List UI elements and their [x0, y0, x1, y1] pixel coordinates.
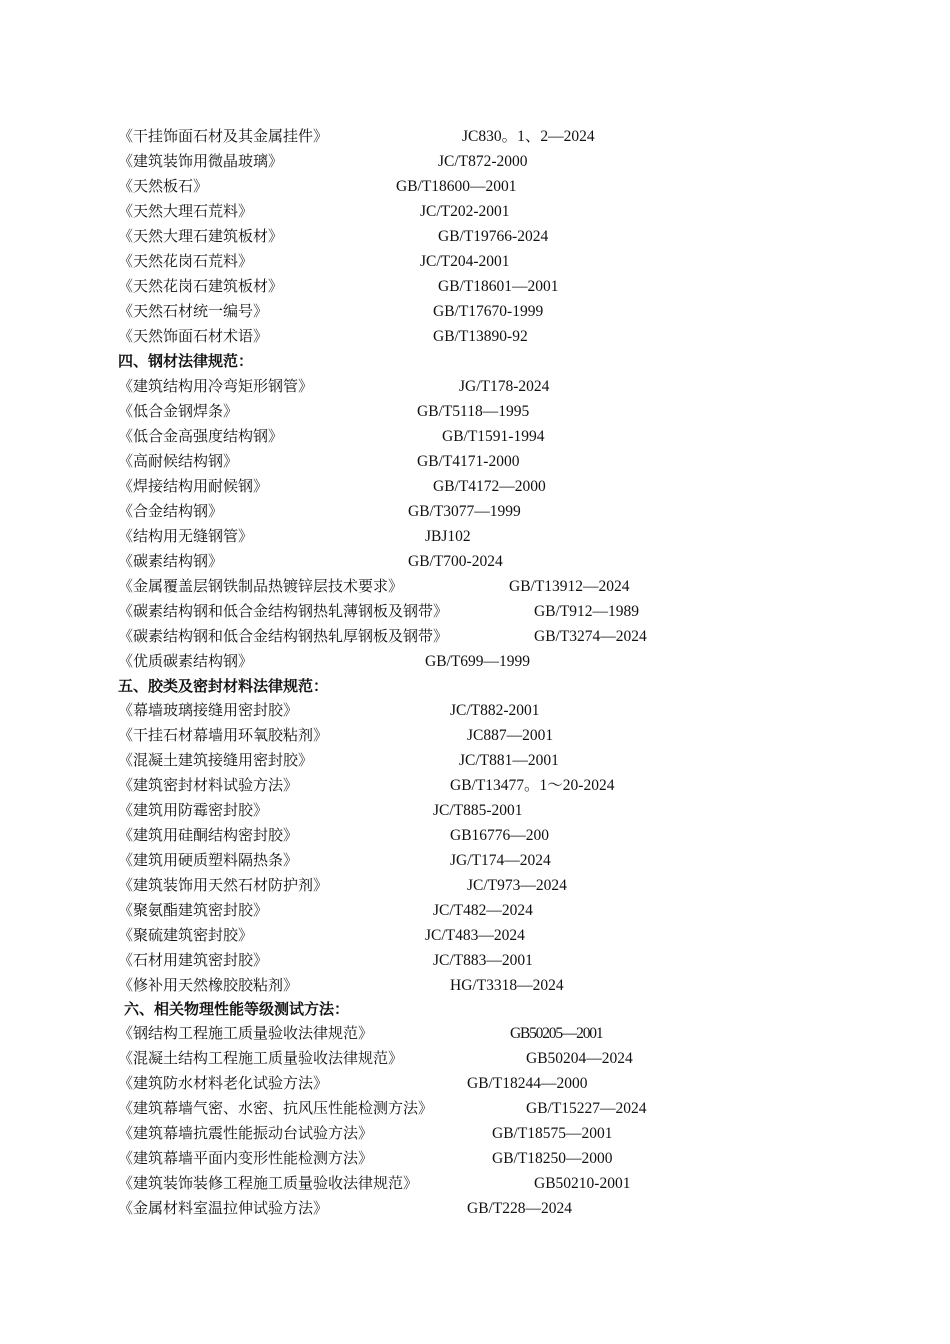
standard-name: 《石材用建筑密封胶》	[118, 951, 269, 969]
list-item	[118, 174, 818, 199]
list-item	[118, 1196, 818, 1221]
list-item	[118, 474, 818, 499]
standard-name: 《焊接结构用耐候钢》	[118, 477, 269, 495]
list-item	[118, 1171, 818, 1196]
standard-code: GB/T18601—2001	[438, 278, 559, 295]
standard-name: 《干挂石材幕墙用环氧胶粘剂》	[118, 726, 329, 744]
list-item	[118, 224, 818, 249]
standard-name: 《天然石材统一编号》	[118, 302, 269, 320]
list-item	[118, 324, 818, 349]
list-item	[118, 424, 818, 449]
standard-name: 《低合金钢焊条》	[118, 402, 239, 420]
standard-code: JC/T483—2024	[425, 927, 525, 944]
list-item	[118, 1121, 818, 1146]
standard-name: 《幕墙玻璃接缝用密封胶》	[118, 701, 299, 719]
standard-code: JG/T178-2024	[459, 378, 550, 395]
standard-name: 《建筑幕墙抗震性能振动台试验方法》	[118, 1124, 374, 1142]
list-item	[118, 748, 818, 773]
standard-code: GB/T17670-1999	[433, 303, 544, 320]
list-item	[118, 399, 818, 424]
standard-code: JG/T174—2024	[450, 852, 551, 869]
standard-name: 《建筑幕墙气密、水密、抗风压性能检测方法》	[118, 1099, 434, 1117]
list-item	[118, 848, 818, 873]
list-item	[118, 798, 818, 823]
list-item	[118, 499, 818, 524]
standard-name: 《天然大理石荒料》	[118, 202, 254, 220]
standard-code: JC830。1、2—2024	[462, 128, 595, 145]
standard-code: GB/T3077—1999	[408, 503, 521, 520]
standard-code: GB/T5118—1995	[417, 403, 530, 420]
standard-name: 《金属覆盖层钢铁制品热镀锌层技术要求》	[118, 577, 404, 595]
list-item	[118, 698, 818, 723]
standard-name: 《碳素结构钢》	[118, 552, 224, 570]
list-item	[118, 923, 818, 948]
standard-name: 《聚氨酯建筑密封胶》	[118, 901, 269, 919]
standard-name: 《建筑用硅酮结构密封胶》	[118, 826, 299, 844]
list-item	[118, 1096, 818, 1121]
standard-code: JC/T872-2000	[438, 153, 528, 170]
standard-name: 《混凝土建筑接缝用密封胶》	[118, 751, 314, 769]
standard-name: 《建筑结构用冷弯矩形钢管》	[118, 377, 314, 395]
list-item	[118, 1046, 818, 1071]
standard-code: JC/T973—2024	[467, 877, 567, 894]
list-item	[118, 948, 818, 973]
standard-code: GB/T13890-92	[433, 328, 528, 345]
list-item	[118, 124, 818, 149]
standard-code: JC/T885-2001	[433, 802, 523, 819]
list-item	[118, 299, 818, 324]
list-item	[118, 823, 818, 848]
standard-code: JC/T883—2001	[433, 952, 533, 969]
list-item	[118, 1021, 818, 1046]
standard-code: GB/T699—1999	[425, 653, 531, 670]
standard-name: 《天然花岗石建筑板材》	[118, 277, 284, 295]
standard-code: GB/T15227—2024	[526, 1100, 647, 1117]
list-item	[118, 549, 818, 574]
standard-name: 《碳素结构钢和低合金结构钢热轧薄钢板及钢带》	[118, 602, 449, 620]
section-heading: 六、相关物理性能等级测试方法：	[124, 1000, 350, 1018]
standard-name: 《建筑密封材料试验方法》	[118, 776, 299, 794]
standard-code: GB/T18575—2001	[492, 1125, 613, 1142]
list-item	[118, 1146, 818, 1171]
list-item	[118, 973, 818, 998]
standard-name: 《建筑装饰装修工程施工质量验收法律规范》	[118, 1174, 419, 1192]
standard-code: GB/T3274—2024	[534, 628, 647, 645]
list-item	[118, 574, 818, 599]
standard-code: GB/T228—2024	[467, 1200, 573, 1217]
list-item	[118, 873, 818, 898]
list-item	[118, 524, 818, 549]
standard-code: HG/T3318—2024	[450, 977, 564, 994]
list-item	[118, 624, 818, 649]
section-heading: 四、钢材法律规范：	[118, 352, 254, 370]
standard-name: 《建筑用防霉密封胶》	[118, 801, 269, 819]
list-item	[118, 199, 818, 224]
standard-name: 《修补用天然橡胶胶粘剂》	[118, 976, 299, 994]
list-item	[118, 599, 818, 624]
standard-name: 《碳素结构钢和低合金结构钢热轧厚钢板及钢带》	[118, 627, 449, 645]
standard-name: 《优质碳素结构钢》	[118, 652, 254, 670]
standard-code: JC/T204-2001	[420, 253, 510, 270]
standard-name: 《建筑幕墙平面内变形性能检测方法》	[118, 1149, 374, 1167]
standard-name: 《天然饰面石材术语》	[118, 327, 269, 345]
standard-code: GB/T18250—2000	[492, 1150, 613, 1167]
list-item	[118, 149, 818, 174]
standard-name: 《聚硫建筑密封胶》	[118, 926, 254, 944]
standard-code: GB/T4171-2000	[417, 453, 520, 470]
section-heading: 五、胶类及密封材料法律规范：	[118, 677, 329, 695]
list-item	[118, 449, 818, 474]
standard-name: 《天然板石》	[118, 177, 209, 195]
standard-name: 《建筑装饰用微晶玻璃》	[118, 152, 284, 170]
standard-name: 《低合金高强度结构钢》	[118, 427, 284, 445]
list-item	[118, 898, 818, 923]
standard-code: GB/T13477。1～20-2024	[450, 777, 615, 794]
standard-code: GB/T18600—2001	[396, 178, 517, 195]
standard-name: 《建筑用硬质塑料隔热条》	[118, 851, 299, 869]
standard-name: 《建筑防水材料老化试验方法》	[118, 1074, 329, 1092]
standard-code: JC/T881—2001	[459, 752, 559, 769]
standard-code: GB/T1591-1994	[442, 428, 545, 445]
standard-code: GB50205—2001	[510, 1025, 603, 1042]
list-item	[118, 374, 818, 399]
list-item	[118, 274, 818, 299]
standard-code: GB50204—2024	[526, 1050, 633, 1067]
standard-name: 《合金结构钢》	[118, 502, 224, 520]
standard-name: 《天然花岗石荒料》	[118, 252, 254, 270]
list-item	[118, 649, 818, 674]
list-item	[118, 1071, 818, 1096]
standard-name: 《干挂饰面石材及其金属挂件》	[118, 127, 329, 145]
standard-name: 《结构用无缝钢管》	[118, 527, 254, 545]
standard-code: GB/T18244—2000	[467, 1075, 588, 1092]
standard-name: 《建筑装饰用天然石材防护剂》	[118, 876, 329, 894]
standard-code: JBJ102	[425, 528, 471, 545]
standard-code: JC/T882-2001	[450, 702, 540, 719]
standard-code: GB50210-2001	[534, 1175, 631, 1192]
standard-name: 《高耐候结构钢》	[118, 452, 239, 470]
standard-code: JC/T482—2024	[433, 902, 533, 919]
list-item	[118, 773, 818, 798]
standard-name: 《钢结构工程施工质量验收法律规范》	[118, 1024, 374, 1042]
list-item	[118, 723, 818, 748]
standard-code: GB/T700-2024	[408, 553, 503, 570]
standard-name: 《混凝土结构工程施工质量验收法律规范》	[118, 1049, 404, 1067]
standard-code: JC/T202-2001	[420, 203, 510, 220]
standard-code: GB16776—200	[450, 827, 550, 844]
standard-code: GB/T4172—2000	[433, 478, 546, 495]
list-item	[118, 249, 818, 274]
standard-name: 《金属材料室温拉伸试验方法》	[118, 1199, 329, 1217]
standard-code: GB/T13912—2024	[509, 578, 630, 595]
standard-code: GB/T912—1989	[534, 603, 640, 620]
standard-code: JC887—2001	[467, 727, 554, 744]
standard-name: 《天然大理石建筑板材》	[118, 227, 284, 245]
standard-code: GB/T19766-2024	[438, 228, 549, 245]
